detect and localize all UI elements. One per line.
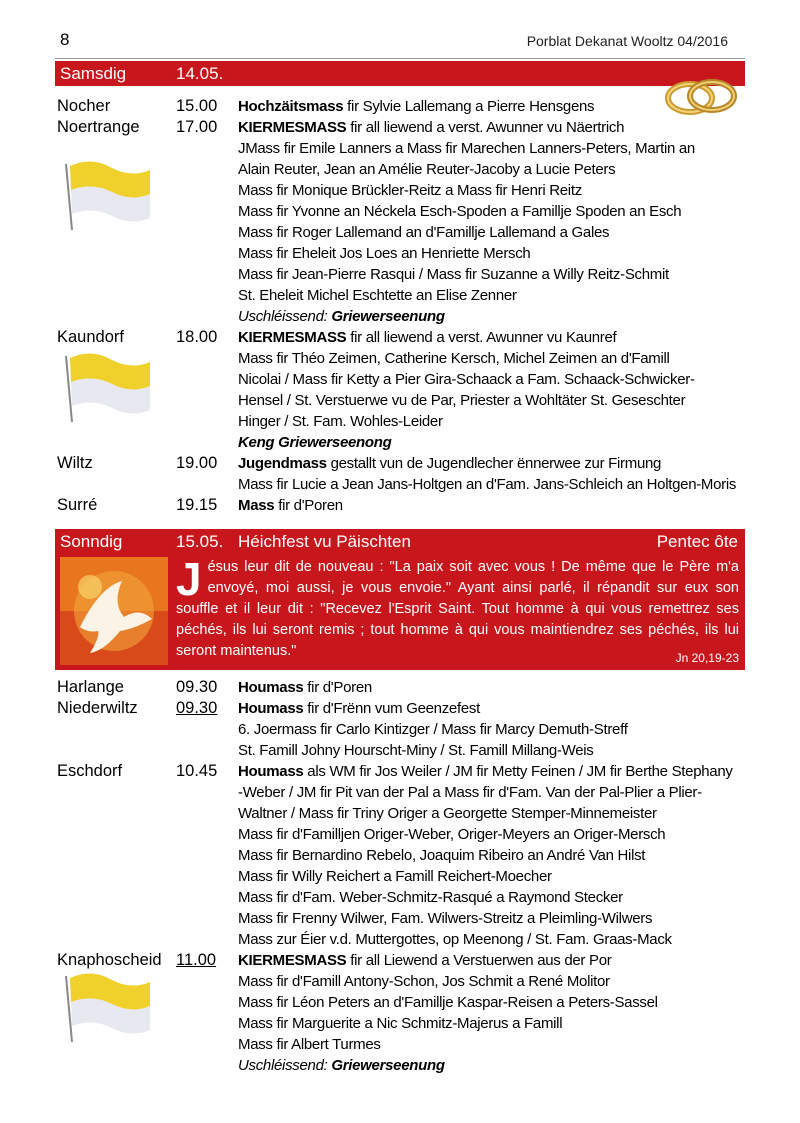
day-label: Samsdig	[60, 64, 127, 83]
place-name: Wiltz	[57, 454, 93, 472]
mass-description	[238, 327, 616, 348]
mass-description	[238, 1055, 445, 1076]
schedule-row	[55, 369, 745, 390]
mass-type: KIERMESMASS	[238, 952, 347, 969]
schedule-row	[55, 201, 745, 222]
mass-description	[238, 803, 657, 824]
date-label: 14.05.	[176, 64, 224, 83]
schedule-row	[55, 243, 745, 264]
feast-title-french: Pentec ôte	[656, 532, 738, 551]
intention-text: Mass fir Yvonne an Néckela Esch-Spoden a Famillje Spoden an Esch	[238, 203, 682, 220]
header-rule	[55, 58, 745, 59]
intention-text: Mass zur Éier v.d. Muttergottes, op Meenong / St. Fam. Graas-Mack	[238, 931, 672, 948]
schedule-row	[55, 222, 745, 243]
place-name: Knaphoscheid	[57, 951, 162, 969]
mass-time: 10.45	[176, 762, 218, 780]
mass-description	[238, 782, 702, 803]
schedule-row	[55, 495, 745, 516]
note-value: Griewerseenung	[331, 308, 445, 325]
place-name: Noertrange	[57, 118, 140, 136]
mass-description	[238, 453, 661, 474]
schedule-row	[55, 845, 745, 866]
mass-description	[238, 950, 611, 971]
mass-description	[238, 159, 615, 180]
mass-description	[238, 845, 645, 866]
schedule-row	[55, 306, 745, 327]
schedule-row	[55, 887, 745, 908]
mass-description	[238, 887, 623, 908]
schedule-row	[55, 908, 745, 929]
mass-description	[238, 474, 736, 495]
mass-description	[238, 201, 681, 222]
mass-time: 17.00	[176, 118, 218, 136]
gospel-text	[176, 553, 739, 662]
intention-text: Mass fir d'Famill Antony-Schon, Jos Schmit a René Molitor	[238, 973, 610, 990]
mass-description	[238, 824, 665, 845]
intention-text: fir all Liewend a Verstuerwen aus der Por	[346, 952, 612, 969]
note-label: Uschléissend:	[238, 308, 332, 325]
mass-time: 09.30	[176, 699, 218, 717]
place-name: Harlange	[57, 678, 124, 696]
mass-description	[238, 1013, 562, 1034]
mass-description	[238, 348, 670, 369]
intention-text: Mass fir Bernardino Rebelo, Joaquim Ribeiro an André Van Hilst	[238, 847, 646, 864]
mass-description	[238, 264, 669, 285]
intention-text: Mass fir d'Familljen Origer-Weber, Origer-Meyers an Origer-Mersch	[238, 826, 666, 843]
schedule-row	[55, 971, 745, 992]
day-bar-sunday	[55, 529, 745, 553]
intention-text: Hinger / St. Fam. Wohles-Leider	[238, 413, 443, 430]
intention-text: Mass fir Frenny Wilwer, Fam. Wilwers-Streitz a Pleimling-Wilwers	[238, 910, 653, 927]
schedule-row	[55, 327, 745, 348]
publication-title: Porblat Dekanat Wooltz 04/2016	[526, 33, 728, 49]
mass-time: 18.00	[176, 328, 218, 346]
page-number: 8	[60, 30, 70, 49]
schedule-row	[55, 1055, 745, 1076]
mass-description	[238, 222, 609, 243]
mass-description	[238, 992, 658, 1013]
intention-text: Mass fir Roger Lallemand an d'Famillje Lallemand a Gales	[238, 224, 610, 241]
schedule-row	[55, 782, 745, 803]
schedule-row	[55, 264, 745, 285]
intention-text: fir Sylvie Lallemang a Pierre Hensgens	[343, 98, 595, 115]
mass-description	[238, 180, 582, 201]
mass-description	[238, 411, 443, 432]
intention-text: Mass fir d'Fam. Weber-Schmitz-Rasqué a Raymond Stecker	[238, 889, 623, 906]
mass-description	[238, 740, 594, 761]
intention-text: Mass fir Willy Reichert a Famill Reichert-Moecher	[238, 868, 552, 885]
mass-description	[238, 243, 530, 264]
schedule-row	[55, 929, 745, 950]
mass-description	[238, 138, 695, 159]
mass-time: 11.00	[176, 951, 217, 969]
intention-text: als WM fir Jos Weiler / JM fir Metty Feinen / JM fir Berthe Stephany	[303, 763, 733, 780]
mass-type: KIERMESMASS	[238, 119, 347, 136]
mass-type: Houmass	[238, 679, 304, 696]
schedule-row	[55, 824, 745, 845]
papal-flag-icon	[62, 158, 154, 232]
intention-text: Mass fir Marguerite a Nic Schmitz-Majerus a Famill	[238, 1015, 563, 1032]
schedule-row	[55, 117, 745, 138]
mass-time: 19.00	[176, 454, 218, 472]
dropcap: J	[176, 553, 202, 605]
mass-description	[238, 96, 594, 117]
intention-text: 6. Joermass fir Carlo Kintizger / Mass fir Marcy Demuth-Streff	[238, 721, 628, 738]
intention-text: fir all liewend a verst. Awunner vu Kaunref	[346, 329, 617, 346]
mass-type: Mass	[238, 497, 275, 514]
mass-description	[238, 117, 624, 138]
mass-time: 09.30	[176, 678, 218, 696]
mass-time: 15.00	[176, 97, 218, 115]
schedule-row	[55, 474, 745, 495]
mass-description	[238, 432, 392, 453]
schedule-row	[55, 348, 745, 369]
intention-text: fir d'Poren	[303, 679, 372, 696]
schedule-row	[55, 740, 745, 761]
place-name: Niederwiltz	[57, 699, 138, 717]
mass-description	[238, 1034, 381, 1055]
gospel-box	[55, 551, 745, 670]
intention-text: Nicolai / Mass fir Ketty a Pier Gira-Schaack a Fam. Schaack-Schwicker-	[238, 371, 695, 388]
gospel-reference: Jn 20,19-23	[675, 651, 739, 665]
intention-text: St. Eheleit Michel Eschtette an Elise Zenner	[238, 287, 517, 304]
intention-text: Waltner / Mass fir Triny Origer a Georgette Stemper-Minnemeister	[238, 805, 657, 822]
day-bar-saturday	[55, 61, 745, 86]
feast-title: Héichfest vu Päischten	[238, 532, 411, 551]
day-label: Sonndig	[60, 532, 123, 551]
schedule-row	[55, 1034, 745, 1055]
schedule-row	[55, 761, 745, 782]
mass-type: Hochzäitsmass	[238, 98, 344, 115]
mass-time: 19.15	[176, 496, 218, 514]
note-label: Uschléissend:	[238, 1057, 332, 1074]
schedule-row	[55, 992, 745, 1013]
note-value: Keng Griewerseenong	[238, 434, 392, 451]
schedule-row	[55, 138, 745, 159]
intention-text: fir d'Poren	[274, 497, 343, 514]
place-name: Kaundorf	[57, 328, 124, 346]
mass-description	[238, 929, 672, 950]
mass-description	[238, 306, 445, 327]
intention-text: Mass fir Lucie a Jean Jans-Holtgen an d'Fam. Jans-Schleich an Holtgen-Moris	[238, 476, 737, 493]
intention-text: Mass fir Théo Zeimen, Catherine Kersch, Michel Zeimen an d'Famill	[238, 350, 670, 367]
place-name: Surré	[57, 496, 98, 514]
schedule-row	[55, 1013, 745, 1034]
intention-text: JMass fir Emile Lanners a Mass fir Marechen Lanners-Peters, Martin an	[238, 140, 695, 157]
holy-spirit-dove-image	[60, 557, 168, 665]
schedule-row	[55, 698, 745, 719]
note-value: Griewerseenung	[331, 1057, 445, 1074]
intention-text: gestallt vun de Jugendlecher ënnerwee zur Firmung	[326, 455, 662, 472]
mass-description	[238, 285, 517, 306]
mass-type: KIERMESMASS	[238, 329, 347, 346]
mass-description	[238, 495, 343, 516]
date-label: 15.05.	[176, 532, 224, 551]
mass-description	[238, 866, 552, 887]
mass-type: Houmass	[238, 763, 304, 780]
intention-text: St. Famill Johny Hourscht-Miny / St. Famill Millang-Weis	[238, 742, 594, 759]
intention-text: Mass fir Monique Brückler-Reitz a Mass fir Henri Reitz	[238, 182, 582, 199]
schedule-row	[55, 180, 745, 201]
papal-flag-icon	[62, 350, 154, 424]
mass-description	[238, 971, 610, 992]
schedule-row	[55, 719, 745, 740]
intention-text: Mass fir Jean-Pierre Rasqui / Mass fir Suzanne a Willy Reitz-Schmit	[238, 266, 669, 283]
gospel-quote: ésus leur dit de nouveau : "La paix soit avec vous ! De même que le Père m'a envoyé, moi aussi, je vous envoie." Ayant ainsi parlé, il répandit sur eux son souffle et il leur dit : "Recevez l'Esprit Saint. Tout homme à qui vous remettrez ses péchés, ils lui seront remis ; tout homme à qui vous maintiendrez ses péchés, ils lui seront maintenus."	[176, 559, 739, 659]
intention-text: Hensel / St. Verstuerwe vu de Par, Priester a Wohltäter St. Geseschter	[238, 392, 686, 409]
schedule-row	[55, 453, 745, 474]
schedule-row	[55, 432, 745, 453]
mass-description	[238, 908, 652, 929]
mass-type: Houmass	[238, 700, 304, 717]
mass-description	[238, 390, 685, 411]
place-name: Nocher	[57, 97, 111, 115]
intention-text: Mass fir Léon Peters an d'Famillje Kaspar-Reisen a Peters-Sassel	[238, 994, 658, 1011]
mass-description	[238, 719, 628, 740]
mass-description	[238, 698, 480, 719]
intention-text: Alain Reuter, Jean an Amélie Reuter-Jacoby a Lucie Peters	[238, 161, 616, 178]
schedule-row	[55, 677, 745, 698]
mass-description	[238, 677, 372, 698]
schedule-row	[55, 411, 745, 432]
schedule-row	[55, 390, 745, 411]
schedule-row	[55, 950, 745, 971]
intention-text: -Weber / JM fir Pit van der Pal a Mass fir d'Fam. Van der Pal-Plier a Plier-	[238, 784, 702, 801]
schedule-row	[55, 96, 745, 117]
schedule-row	[55, 866, 745, 887]
mass-description	[238, 761, 733, 782]
mass-type: Jugendmass	[238, 455, 327, 472]
intention-text: fir all liewend a verst. Awunner vu Näertrich	[346, 119, 625, 136]
intention-text: Mass fir Albert Turmes	[238, 1036, 381, 1053]
schedule-row	[55, 285, 745, 306]
intention-text: Mass fir Eheleit Jos Loes an Henriette Mersch	[238, 245, 531, 262]
place-name: Eschdorf	[57, 762, 123, 780]
intention-text: fir d'Frënn vum Geenzefest	[303, 700, 480, 717]
schedule-row	[55, 159, 745, 180]
schedule-row	[55, 803, 745, 824]
mass-description	[238, 369, 695, 390]
